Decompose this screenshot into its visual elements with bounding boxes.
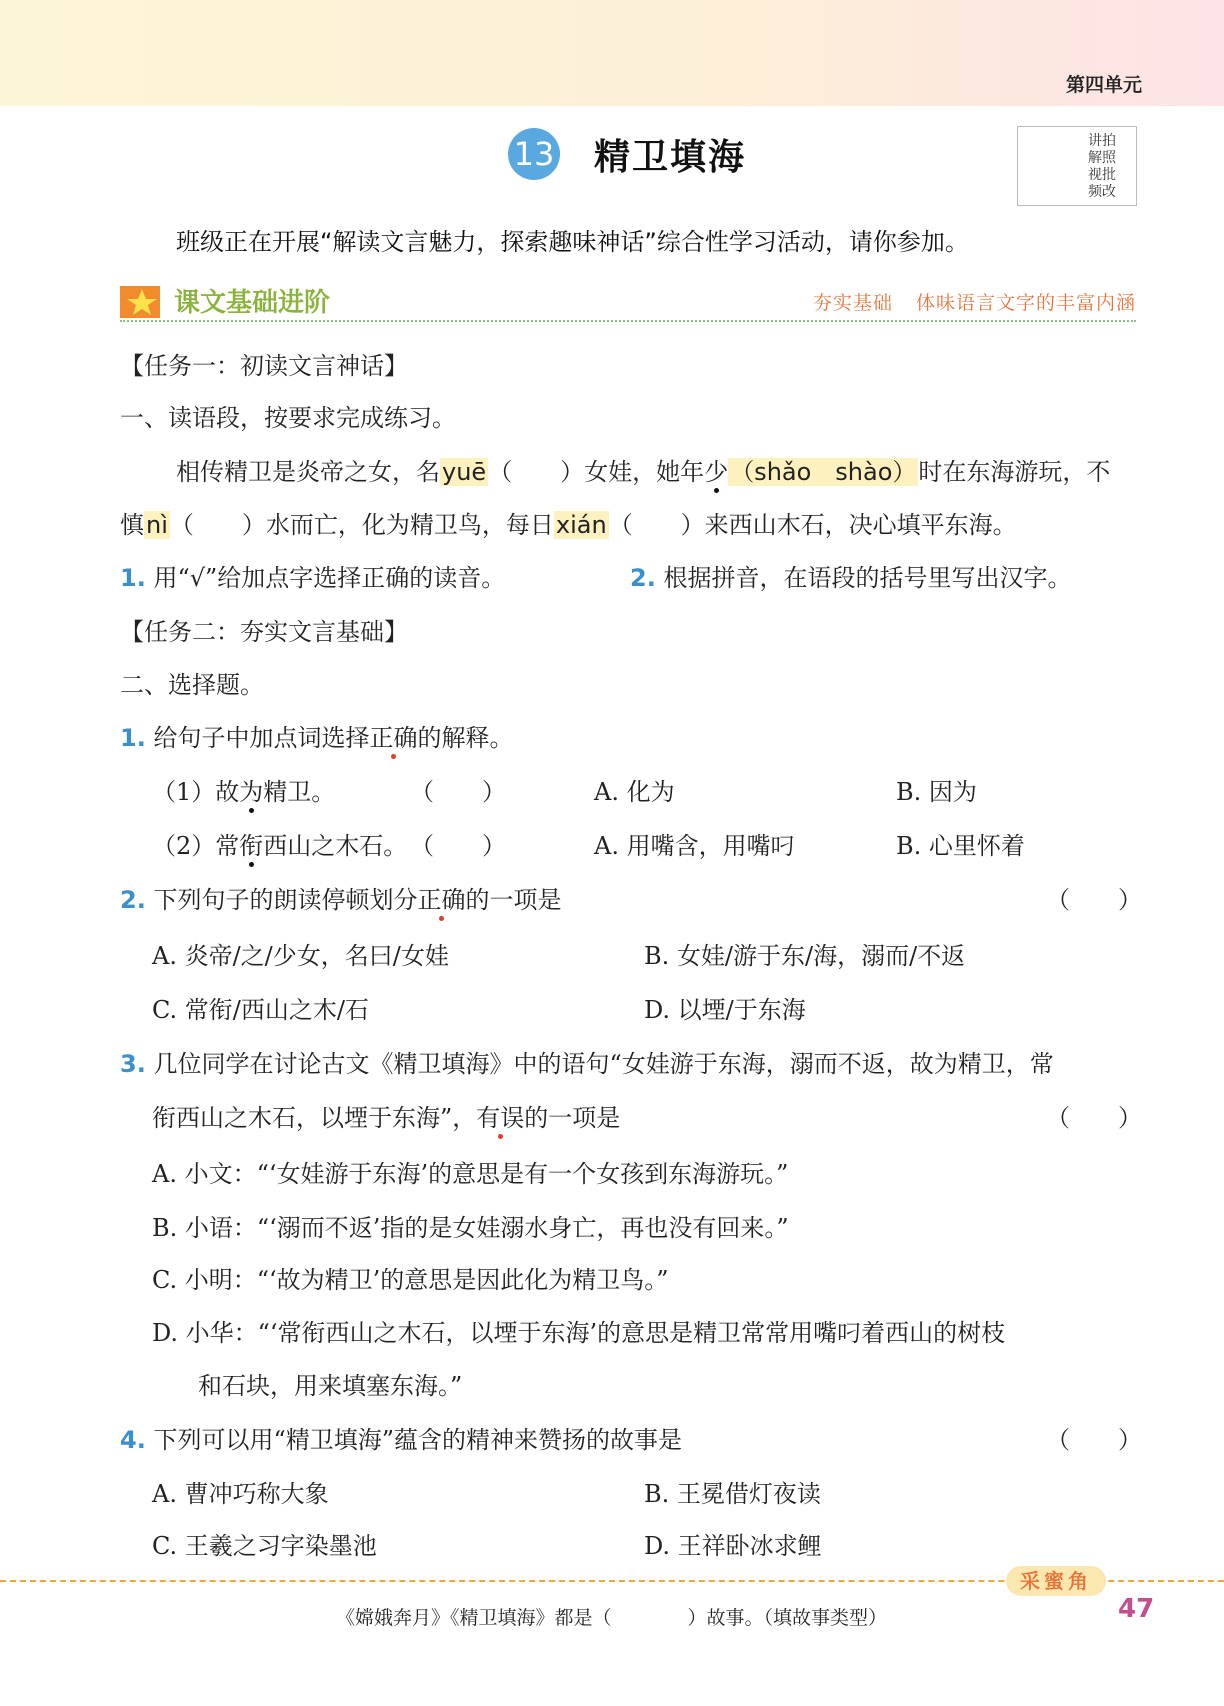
task2-question-3	[120, 1044, 1054, 1079]
question-number: 2.	[630, 564, 656, 592]
q1-s1-option-a[interactable]: A. 化为	[594, 778, 675, 806]
pinyin-yue: yuē	[442, 458, 487, 486]
q1-sentence-1	[152, 772, 335, 807]
question-text: 用“√”给加点字选择正确的读音。	[153, 564, 506, 592]
sentence-text: （2）常	[152, 832, 240, 860]
lesson-heading	[508, 126, 746, 182]
q2-option-b[interactable]: B. 女娃/游于东/海，溺而/不返	[644, 942, 966, 970]
question-number: 4.	[120, 1426, 146, 1454]
q3-option-d-continued: 和石块，用来填塞东海。”	[198, 1372, 463, 1400]
q2-option-a[interactable]: A. 炎帝/之/少女，名曰/女娃	[152, 942, 449, 970]
passage-line-1	[176, 452, 1110, 487]
pinyin-ni: nì	[146, 511, 168, 539]
lesson-title: 精卫填海	[594, 136, 747, 178]
part2-title: 二、选择题。	[120, 671, 264, 699]
answer-paren[interactable]: （ ）	[1046, 1104, 1142, 1132]
section-title: 课文基础进阶	[174, 288, 331, 318]
question-text: 衔西山之木石，以堙于东海”，	[152, 1104, 477, 1132]
header-band	[0, 0, 1224, 106]
answer-paren[interactable]: （ ）	[410, 778, 506, 806]
section-header	[120, 280, 1136, 322]
question-number: 1.	[120, 564, 146, 592]
sentence-text: 精卫。	[263, 778, 336, 806]
pinyin-xian: xián	[555, 511, 607, 539]
star-icon	[120, 284, 164, 320]
answer-paren[interactable]: （ ）	[1046, 1426, 1142, 1454]
question-text: 的一项是	[465, 886, 562, 914]
q1-s2-option-a[interactable]: A. 用嘴含，用嘴叼	[594, 832, 795, 860]
question-text: 几位同学在讨论古文《精卫填海》中的语句“女娃游于东海，溺而不返，故为精卫，常	[153, 1050, 1054, 1078]
dotted-word: 正确	[417, 886, 466, 914]
q3-option-b[interactable]: B. 小语：“‘溺而不返’指的是女娃溺水身亡，再也没有回来。”	[152, 1214, 789, 1242]
q2-option-d[interactable]: D. 以堙/于东海	[644, 996, 806, 1024]
task2-question-2	[120, 880, 561, 915]
qr-label: 讲拍解照视批频改	[1088, 133, 1116, 200]
answer-paren[interactable]: （ ）	[1046, 886, 1142, 914]
q4-option-c[interactable]: C. 王羲之习字染墨池	[152, 1532, 377, 1560]
dotted-word: 有误	[476, 1104, 525, 1132]
q2-option-c[interactable]: C. 常衔/西山之木/石	[152, 996, 369, 1024]
question-text: 根据拼音，在语段的括号里写出汉字。	[663, 564, 1072, 592]
lesson-number-badge: 13	[508, 128, 560, 180]
q4-option-d[interactable]: D. 王祥卧冰求鲤	[644, 1532, 822, 1560]
q3-option-d[interactable]: D. 小华：“‘常衔西山之木石，以堙于东海’的意思是精卫常常用嘴叼着西山的树枝	[152, 1319, 1006, 1347]
task2-question-4	[120, 1420, 682, 1455]
question-text: 的解释。	[417, 724, 514, 752]
passage-text: 相传精卫是炎帝之女，名	[176, 458, 440, 486]
passage-text: （ ）女娃，她年	[488, 458, 705, 486]
q4-option-b[interactable]: B. 王冕借灯夜读	[644, 1480, 821, 1508]
unit-label: 第四单元	[1065, 74, 1142, 96]
question-3-line-2	[152, 1098, 620, 1133]
question-text: 的一项是	[524, 1104, 621, 1132]
corner-badge: 采蜜角	[1006, 1566, 1106, 1596]
q3-option-c[interactable]: C. 小明：“‘故为精卫’的意思是因此化为精卫鸟。”	[152, 1266, 669, 1294]
qr-code-box[interactable]	[1017, 126, 1137, 206]
dotted-char-xian: 衔	[239, 832, 264, 860]
passage-text: （ ）来西山木石，决心填平东海。	[608, 511, 1017, 539]
sentence-text: 西山之木石。	[263, 832, 408, 860]
pinyin-choice-shao[interactable]: （shǎo shào）	[730, 458, 917, 486]
passage-line-2	[120, 505, 1017, 540]
part1-title: 一、读语段，按要求完成练习。	[120, 404, 456, 432]
task1-question-1	[120, 558, 505, 593]
passage-text: 慎	[120, 511, 144, 539]
task2-title: 【任务二：夯实文言基础】	[120, 618, 408, 646]
question-text: 下列句子的朗读停顿划分	[153, 886, 418, 914]
q4-option-a[interactable]: A. 曹冲巧称大象	[152, 1480, 329, 1508]
dotted-word: 正确	[369, 724, 418, 752]
task2-question-1	[120, 718, 513, 753]
section-subtitle: 夯实基础 体味语言文字的丰富内涵	[812, 292, 1136, 314]
q1-s2-option-b[interactable]: B. 心里怀着	[896, 832, 1025, 860]
q1-s1-option-b[interactable]: B. 因为	[896, 778, 977, 806]
q3-option-a[interactable]: A. 小文：“‘女娃游于东海’的意思是有一个女孩到东海游玩。”	[152, 1160, 789, 1188]
intro-text: 班级正在开展“解读文言魅力，探索趣味神话”综合性学习活动，请你参加。	[176, 228, 969, 256]
dotted-char-shao: 少	[704, 458, 729, 486]
question-number: 3.	[120, 1050, 146, 1078]
dotted-char-wei: 为	[239, 778, 264, 806]
sentence-text: （1）故	[152, 778, 240, 806]
question-text: 给句子中加点词选择	[153, 724, 370, 752]
q1-sentence-2	[152, 826, 407, 861]
page-number: 47	[1118, 1594, 1155, 1624]
footer-note: 《嫦娥奔月》《精卫填海》都是（ ）故事。（填故事类型）	[336, 1607, 888, 1629]
answer-paren[interactable]: （ ）	[410, 832, 506, 860]
task1-title: 【任务一：初读文言神话】	[120, 352, 408, 380]
passage-text: 时在东海游玩，不	[918, 458, 1111, 486]
task1-question-2	[630, 558, 1071, 593]
question-number: 2.	[120, 886, 146, 914]
question-number: 1.	[120, 724, 146, 752]
passage-text: （ ）水而亡，化为精卫鸟，每日	[169, 511, 554, 539]
question-text: 下列可以用“精卫填海”蕴含的精神来赞扬的故事是	[153, 1426, 683, 1454]
